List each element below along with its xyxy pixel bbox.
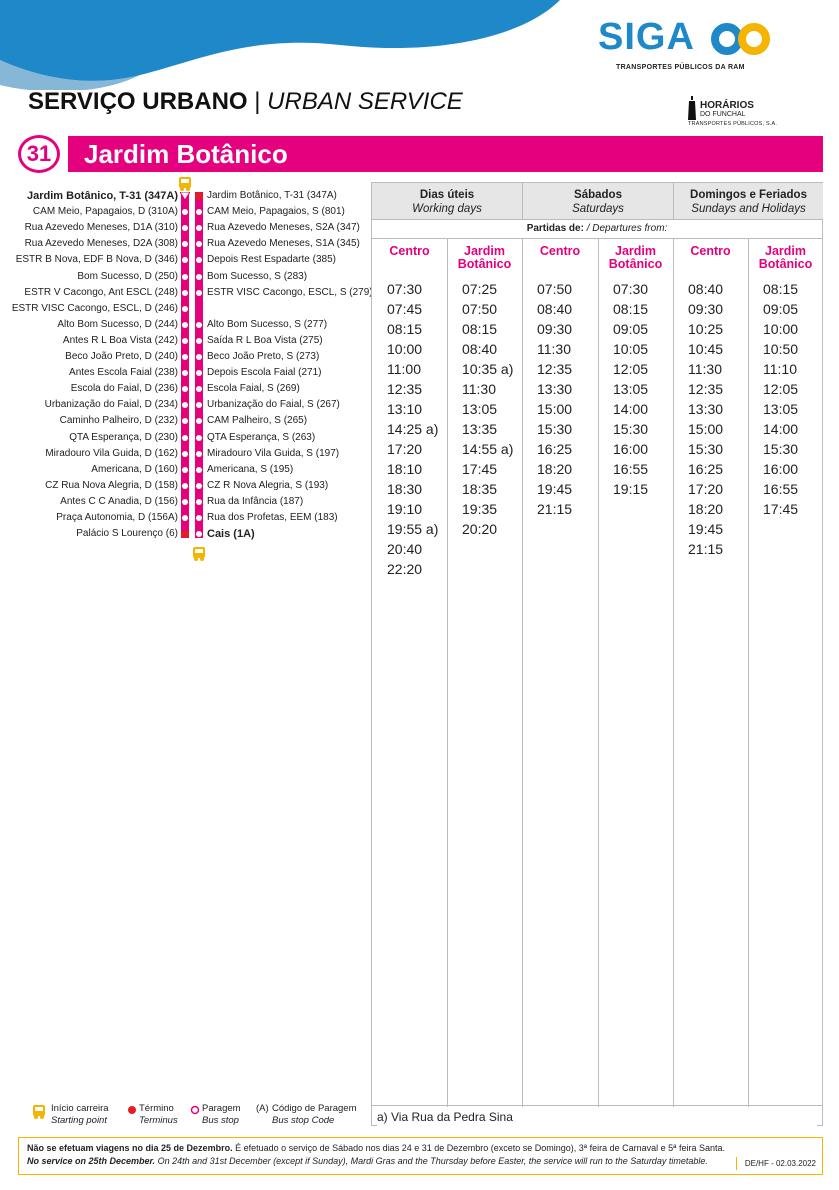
departure-time: 15:00 [537, 401, 573, 417]
stop-name-inbound: CZ R Nova Alegria, S (193) [207, 479, 329, 491]
bus-stop-dot-icon [196, 451, 202, 457]
stop-name-inbound: CAM Meio, Papagaios, S (801) [207, 206, 345, 218]
siga-wordmark: SIGA [598, 16, 695, 58]
bus-stop-dot-icon [182, 451, 188, 457]
stop-name-inbound: Depois Rest Espadarte (385) [207, 254, 336, 266]
stop-name-inbound: Bom Sucesso, S (283) [207, 270, 308, 282]
stop-name-inbound: Rua Azevedo Meneses, S1A (345) [207, 238, 360, 250]
departure-time: 09:30 [688, 301, 724, 317]
stop-name-outbound: ESTR VISC Cacongo, ESCL, D (246) [11, 302, 178, 314]
stop-name-outbound: Alto Bom Sucesso, D (244) [57, 318, 178, 330]
departure-time: 19:35 [462, 501, 498, 517]
departure-time: 10:05 [613, 341, 649, 357]
departure-time: 18:20 [688, 501, 724, 517]
legend-stop-code [272, 1103, 357, 1127]
departure-time: 21:15 [537, 501, 573, 517]
stop-name-inbound: Depois Escola Faial (271) [207, 367, 322, 379]
stop-name-inbound: Miradouro Vila Guida, S (197) [207, 447, 340, 459]
departure-time: 17:45 [462, 461, 498, 477]
departure-times-column [763, 279, 798, 519]
departure-time: 10:50 [763, 341, 799, 357]
departure-time: 18:30 [387, 481, 423, 497]
notice-en [27, 1155, 814, 1168]
bus-stop-dot-icon [196, 515, 202, 521]
departure-time: 12:35 [688, 381, 724, 397]
legend-terminus [139, 1103, 178, 1127]
departure-time: 16:00 [763, 461, 799, 477]
departure-time: 17:45 [763, 501, 799, 517]
departure-time: 10:00 [763, 321, 799, 337]
legend-code-symbol: (A) [256, 1103, 269, 1114]
departure-time: 15:30 [613, 421, 649, 437]
stop-name-outbound: Caminho Palheiro, D (232) [59, 415, 178, 427]
departure-times-column [688, 279, 723, 559]
bus-stop-dot-icon [182, 435, 188, 441]
departure-time: 08:15 [462, 321, 498, 337]
departure-time: 08:15 [613, 301, 649, 317]
departure-time: 18:10 [387, 461, 423, 477]
departure-time: 07:50 [537, 281, 573, 297]
stop-name-outbound: ESTR B Nova, EDF B Nova, D (346) [15, 254, 178, 266]
direction-header: Jardim Botânico [608, 244, 663, 271]
stop-name-outbound: Praça Autonomia, D (156A) [56, 512, 178, 523]
departure-time: 16:25 [688, 461, 724, 477]
departure-time: 15:30 [688, 441, 724, 457]
stop-name-outbound: ESTR V Cacongo, Ant ESCL (248) [24, 286, 178, 298]
notice-pt-bold: Não se efetuam viagens no dia 25 de Dezembro. [27, 1143, 233, 1153]
stop-name-inbound: Jardim Botânico, T-31 (347A) [207, 190, 337, 201]
bus-icon [192, 546, 206, 562]
departures-label-pt: Partidas de: [526, 223, 584, 234]
day-separator [673, 183, 674, 219]
departure-time: 18:20 [537, 461, 573, 477]
direction-header: Jardim Botânico [457, 244, 512, 271]
departure-times-column [462, 279, 513, 539]
departure-time: 15:30 [763, 441, 799, 457]
stop-name-inbound: Beco João Preto, S (273) [207, 351, 320, 362]
direction-arrow-icon [180, 192, 190, 200]
stop-name-outbound: Jardim Botânico, T-31 (347A) [27, 190, 178, 202]
terminus-dot-icon [128, 1106, 136, 1114]
stop-name-outbound: Rua Azevedo Meneses, D1A (310) [24, 222, 178, 234]
stop-name-inbound: Rua Azevedo Meneses, S2A (347) [207, 222, 360, 234]
departure-time: 20:20 [462, 521, 498, 537]
departure-time: 13:05 [462, 401, 498, 417]
direction-header: Centro [389, 244, 430, 258]
stop-name-outbound: Rua Azevedo Meneses, D2A (308) [24, 238, 178, 250]
start-dot-icon [195, 192, 203, 200]
service-title-en: URBAN SERVICE [267, 88, 463, 115]
stop-name-outbound: Antes C C Anadia, D (156) [60, 495, 178, 507]
stop-name-outbound: Antes R L Boa Vista (242) [62, 334, 178, 346]
bus-icon [178, 176, 192, 192]
day-label-en: Working days [412, 203, 482, 215]
departure-time: 16:00 [613, 441, 649, 457]
departure-time: 19:15 [613, 481, 649, 497]
departure-time: 09:05 [763, 301, 799, 317]
horarios-subtitle: DO FUNCHAL [700, 111, 746, 118]
direction-header: Centro [539, 244, 581, 258]
bus-stop-dot-icon [196, 499, 202, 505]
notice-pt [27, 1142, 814, 1155]
departure-time: 13:05 [613, 381, 649, 397]
departure-time: 08:40 [537, 301, 573, 317]
departure-time: 11:10 [763, 361, 797, 377]
legend-label-en: Starting point [51, 1115, 107, 1126]
day-label-en: Sundays and Holidays [691, 203, 806, 215]
departure-time: 12:35 [387, 381, 423, 397]
tower-icon [688, 96, 698, 120]
departure-time: 14:25 a) [387, 421, 439, 437]
bus-stop-dot-icon [196, 322, 202, 328]
day-header-sundays [674, 183, 823, 219]
bus-stop-dot-icon [196, 467, 202, 473]
departure-time: 13:30 [688, 401, 724, 417]
departure-time: 17:20 [387, 441, 423, 457]
bus-stop-dot-icon [182, 467, 188, 473]
departure-time: 17:20 [688, 481, 724, 497]
column-separator [673, 239, 674, 1125]
column-separator [447, 239, 448, 1125]
stop-name-outbound: Americana, D (160) [91, 463, 178, 475]
departure-time: 07:50 [462, 301, 498, 317]
departure-time: 08:40 [462, 341, 498, 357]
stop-name-outbound: QTA Esperança, D (230) [69, 431, 178, 443]
bus-stop-dot-icon [182, 338, 188, 344]
departure-time: 07:45 [387, 301, 423, 317]
legend-label-pt: Paragem [202, 1103, 241, 1114]
day-label-pt: Domingos e Feriados [690, 189, 807, 201]
footnote: a) Via Rua da Pedra Sina [377, 1107, 817, 1127]
departure-time: 16:25 [537, 441, 573, 457]
departure-time: 09:30 [537, 321, 573, 337]
departure-time: 07:30 [613, 281, 649, 297]
siga-logo [598, 16, 778, 71]
stop-name-inbound: Americana, S (195) [207, 463, 294, 475]
stop-name-inbound: ESTR VISC Cacongo, ESCL, S (279) [207, 286, 373, 298]
departure-time: 21:15 [688, 541, 724, 557]
departure-time: 19:45 [688, 521, 724, 537]
day-label-pt: Dias úteis [419, 189, 475, 201]
stop-name-inbound: Saída R L Boa Vista (275) [207, 334, 323, 346]
legend-label-pt: Código de Paragem [272, 1103, 357, 1114]
notice-pt-text: É efetuado o serviço de Sábado nos dias 24 e 31 de Dezembro (exceto se Domingo), 3ª feira de Carnaval e 5ª feira Santa. [232, 1143, 726, 1153]
stop-name-outbound: Bom Sucesso, D (250) [77, 270, 178, 282]
footnote-separator [372, 1105, 822, 1106]
service-title [28, 88, 463, 116]
legend-starting-point [51, 1103, 109, 1127]
bus-stop-dot-icon [196, 338, 202, 344]
notice-en-bold: No service on 25th December. [27, 1156, 156, 1166]
bus-stop-dot-icon [182, 306, 188, 312]
document-code: DE/HF - 02.03.2022 [736, 1157, 816, 1170]
stop-name-outbound: Miradouro Vila Guida, D (162) [45, 447, 178, 459]
stop-name-inbound: CAM Palheiro, S (265) [207, 415, 308, 427]
bus-icon [32, 1104, 46, 1120]
bus-stop-dot-icon [182, 322, 188, 328]
legend-label-pt: Término [139, 1103, 174, 1114]
bus-stop-dot-icon [182, 499, 188, 505]
departure-time: 08:40 [688, 281, 724, 297]
route-banner [68, 136, 823, 172]
departure-time: 11:30 [537, 341, 571, 357]
column-separator [748, 239, 749, 1125]
siga-infinity-icon [710, 22, 772, 56]
departure-time: 08:15 [387, 321, 423, 337]
departure-time: 13:35 [462, 421, 498, 437]
service-title-separator: | [254, 88, 261, 115]
service-notice [18, 1137, 823, 1175]
departure-time: 12:05 [763, 381, 799, 397]
departure-time: 11:30 [462, 381, 496, 397]
legend-label-en: Bus stop Code [272, 1115, 335, 1126]
notice-en-text: On 24th and 31st December (except if Sunday), Mardi Gras and the Thursday before Easter, the service will run to the Saturday timetable. [155, 1156, 708, 1166]
departure-time: 20:40 [387, 541, 423, 557]
departure-time: 22:20 [387, 561, 423, 577]
column-separator [522, 239, 523, 1125]
bus-stop-circle-icon [190, 1105, 200, 1115]
departure-time: 13:30 [537, 381, 573, 397]
horarios-logo [688, 96, 778, 130]
departure-time: 10:25 [688, 321, 724, 337]
stop-name-inbound: Urbanização do Faial, S (267) [207, 399, 340, 411]
bus-stop-dot-icon [196, 290, 202, 296]
stop-name-inbound: Cais (1A) [207, 528, 255, 541]
bus-stop-dot-icon [196, 354, 202, 360]
departure-time: 08:15 [763, 281, 799, 297]
direction-header: Jardim Botânico [758, 244, 813, 271]
day-header-working [372, 183, 522, 219]
timetable [371, 182, 823, 1126]
stop-name-inbound: QTA Esperança, S (263) [207, 431, 316, 443]
departure-time: 07:30 [387, 281, 423, 297]
departure-time: 13:05 [763, 401, 799, 417]
departure-time: 13:10 [387, 401, 423, 417]
bus-stop-dot-icon [182, 354, 188, 360]
stop-name-inbound: Rua dos Profetas, EEM (183) [207, 512, 338, 523]
day-header-saturdays [523, 183, 673, 219]
departure-time: 11:30 [688, 361, 722, 377]
route-stops-diagram [0, 180, 373, 570]
departure-time: 19:10 [387, 501, 423, 517]
stop-name-outbound: Beco João Preto, D (240) [65, 351, 178, 362]
route-name: Jardim Botânico [84, 139, 288, 169]
departure-times-column [387, 279, 438, 579]
departure-time: 19:55 a) [387, 521, 439, 537]
legend-label-en: Terminus [139, 1115, 178, 1126]
stop-name-outbound: Palácio S Lourenço (6) [76, 528, 178, 540]
stop-name-inbound: Escola Faial, S (269) [207, 383, 300, 395]
departures-label-en: / Departures from: [586, 223, 668, 234]
siga-subtitle: TRANSPORTES PÚBLICOS DA RAM [616, 64, 745, 71]
day-label-en: Saturdays [572, 203, 624, 215]
departure-time: 15:30 [537, 421, 573, 437]
bus-stop-dot-icon [196, 274, 202, 280]
departure-time: 16:55 [613, 461, 649, 477]
stop-name-outbound: Escola do Faial, D (236) [70, 383, 178, 395]
departure-time: 07:25 [462, 281, 498, 297]
departures-from-row [372, 219, 822, 239]
stop-name-inbound: Alto Bom Sucesso, S (277) [207, 318, 328, 330]
departure-time: 15:00 [688, 421, 724, 437]
departure-times-column [537, 279, 572, 519]
departure-time: 19:45 [537, 481, 573, 497]
stop-name-outbound: Urbanização do Faial, D (234) [44, 399, 178, 411]
horarios-title: HORÁRIOS [700, 100, 754, 111]
departure-time: 10:45 [688, 341, 724, 357]
stop-name-outbound: CAM Meio, Papagaios, D (310A) [32, 206, 178, 218]
bus-stop-dot-icon [182, 290, 188, 296]
horarios-company: TRANSPORTES PÚBLICOS, S.A. [688, 121, 778, 127]
legend-label-en: Bus stop [202, 1115, 239, 1126]
departure-time: 09:05 [613, 321, 649, 337]
departure-times-column [613, 279, 648, 499]
departure-time: 11:00 [387, 361, 421, 377]
bus-stop-dot-icon [182, 483, 188, 489]
bus-stop-dot-icon [196, 435, 202, 441]
stop-name-outbound: CZ Rua Nova Alegria, D (158) [45, 479, 178, 491]
departure-time: 12:35 [537, 361, 573, 377]
departure-time: 12:05 [613, 361, 649, 377]
column-separator [598, 239, 599, 1125]
departure-time: 10:00 [387, 341, 423, 357]
day-separator [522, 183, 523, 219]
service-title-pt: SERVIÇO URBANO [28, 88, 248, 115]
bus-stop-dot-icon [182, 515, 188, 521]
departure-time: 18:35 [462, 481, 498, 497]
stop-name-outbound: Antes Escola Faial (238) [69, 367, 178, 379]
legend-label-pt: Início carreira [51, 1103, 109, 1114]
departure-time: 10:35 a) [462, 361, 514, 377]
legend-bus-stop [202, 1103, 241, 1127]
day-label-pt: Sábados [574, 189, 622, 201]
bus-stop-dot-icon [182, 274, 188, 280]
route-number-badge: 31 [18, 135, 60, 173]
bus-stop-dot-icon [196, 483, 202, 489]
departure-time: 14:55 a) [462, 441, 514, 457]
departure-time: 14:00 [613, 401, 649, 417]
stop-name-inbound: Rua da Infância (187) [207, 495, 304, 507]
departure-time: 14:00 [763, 421, 799, 437]
departure-time: 16:55 [763, 481, 799, 497]
direction-header: Centro [690, 244, 731, 258]
